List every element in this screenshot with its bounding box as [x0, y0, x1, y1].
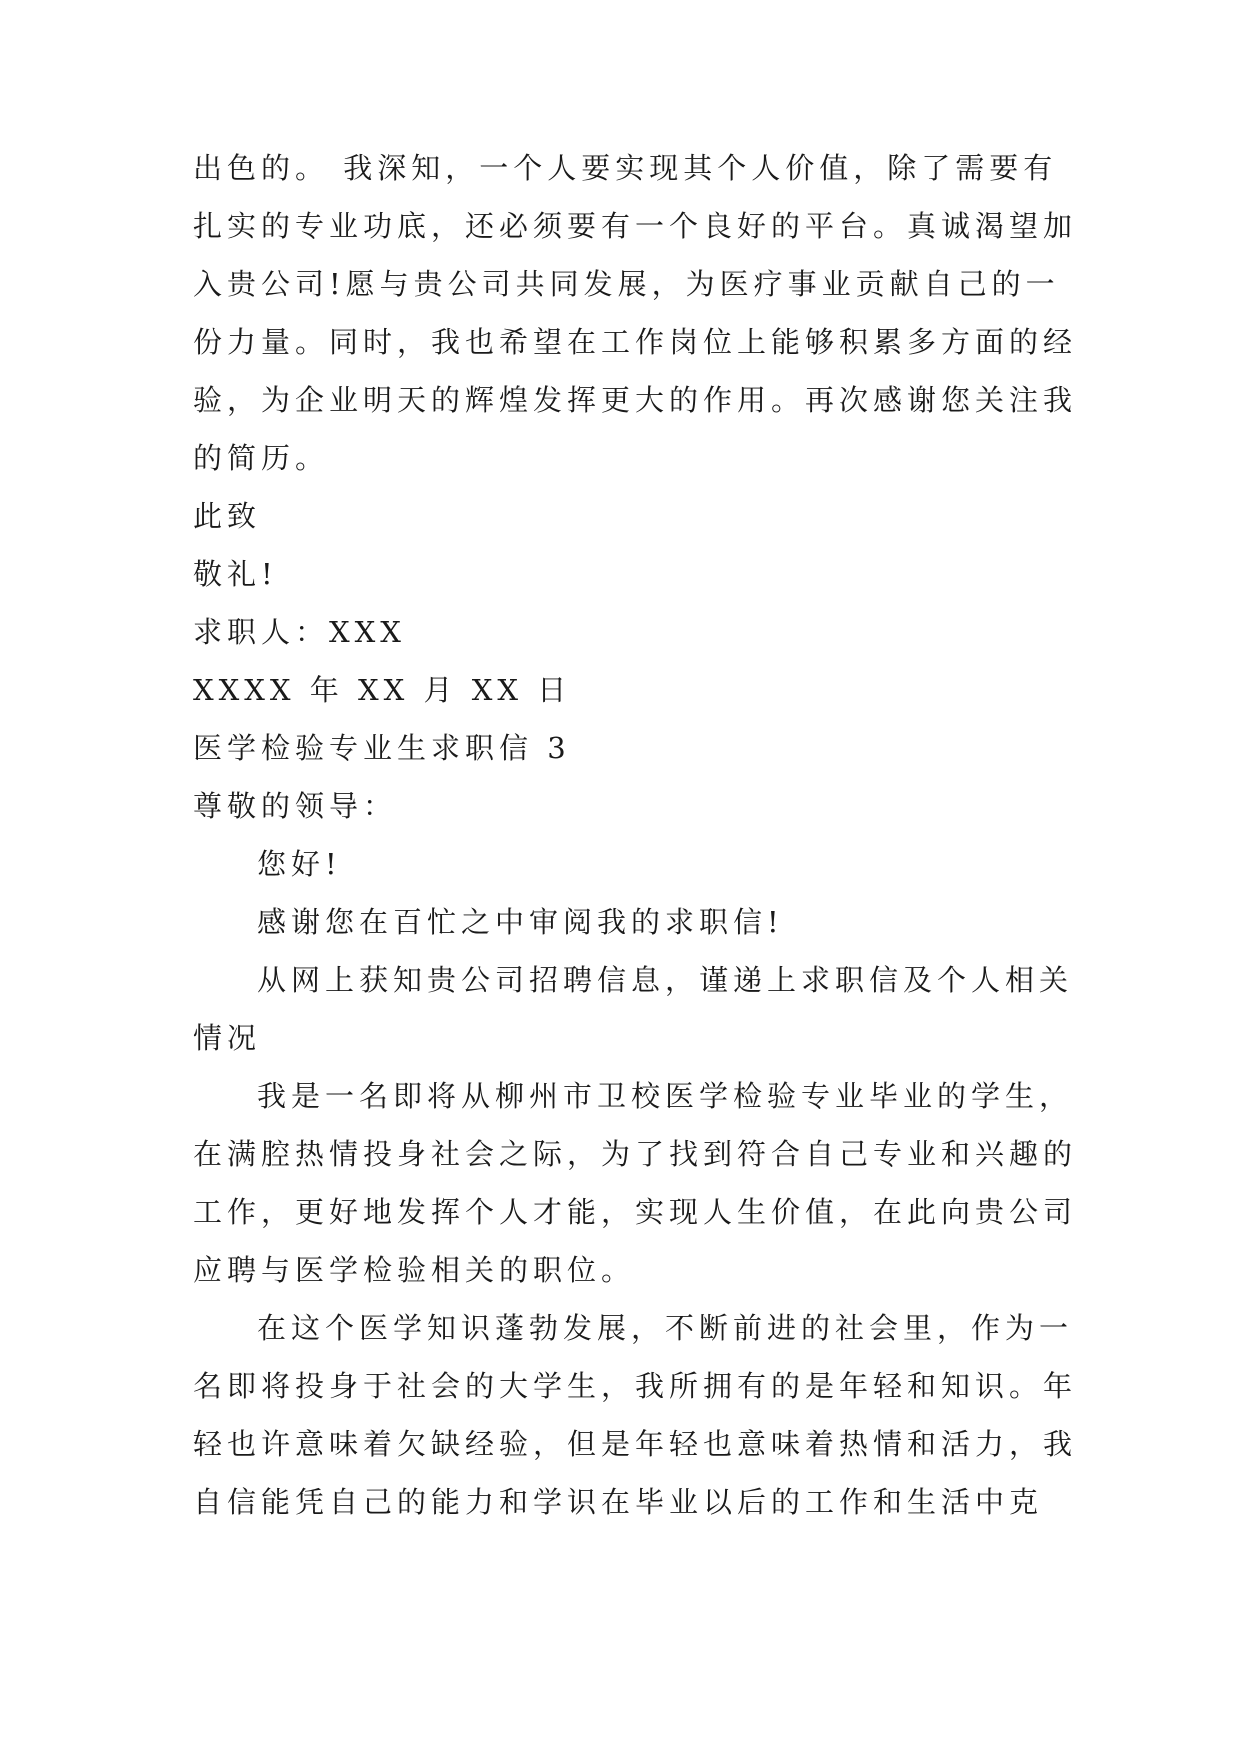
text-line: 验，为企业明天的辉煌发挥更大的作用。再次感谢您关注我 [193, 383, 1078, 417]
salutation: 尊敬的领导： [193, 789, 398, 823]
letter-title: 医学检验专业生求职信 3 [193, 731, 571, 765]
text-line: 出色的。 我深知，一个人要实现其个人价值，除了需要有 [193, 151, 1058, 185]
text-line: 工作，更好地发挥个人才能，实现人生价值，在此向贵公司 [193, 1195, 1078, 1229]
text-line: 份力量。同时，我也希望在工作岗位上能够积累多方面的经 [193, 325, 1078, 359]
text-line: 名即将投身于社会的大学生，我所拥有的是年轻和知识。年 [193, 1369, 1078, 1403]
text-line: 从网上获知贵公司招聘信息，谨递上求职信及个人相关 [257, 963, 1074, 997]
text-line: 入贵公司!愿与贵公司共同发展，为医疗事业贡献自己的一 [193, 267, 1060, 301]
greeting: 您好! [257, 847, 342, 881]
text-line: 的简历。 [193, 441, 330, 475]
text-line: 扎实的专业功底，还必须要有一个良好的平台。真诚渴望加 [193, 209, 1078, 243]
text-line: 自信能凭自己的能力和学识在毕业以后的工作和生活中克 [193, 1485, 1044, 1519]
thanks-line: 感谢您在百忙之中审阅我的求职信! [257, 905, 784, 939]
closing-zhici: 此致 [193, 499, 262, 533]
text-line: 情况 [193, 1021, 262, 1055]
text-line: 在这个医学知识蓬勃发展，不断前进的社会里，作为一 [257, 1311, 1074, 1345]
intro-paragraph [193, 139, 1078, 1531]
text-line: 轻也许意味着欠缺经验，但是年轻也意味着热情和活力，我 [193, 1427, 1078, 1461]
applicant-signature: 求职人：XXX [193, 615, 406, 649]
text-line: 在满腔热情投身社会之际，为了找到符合自己专业和兴趣的 [193, 1137, 1078, 1171]
text-line: 我是一名即将从柳州市卫校医学检验专业毕业的学生， [257, 1079, 1074, 1113]
letter-date: XXXX 年 XX 月 XX 日 [193, 673, 572, 707]
text-line: 应聘与医学检验相关的职位。 [193, 1253, 636, 1287]
closing-jingli: 敬礼! [193, 557, 278, 591]
